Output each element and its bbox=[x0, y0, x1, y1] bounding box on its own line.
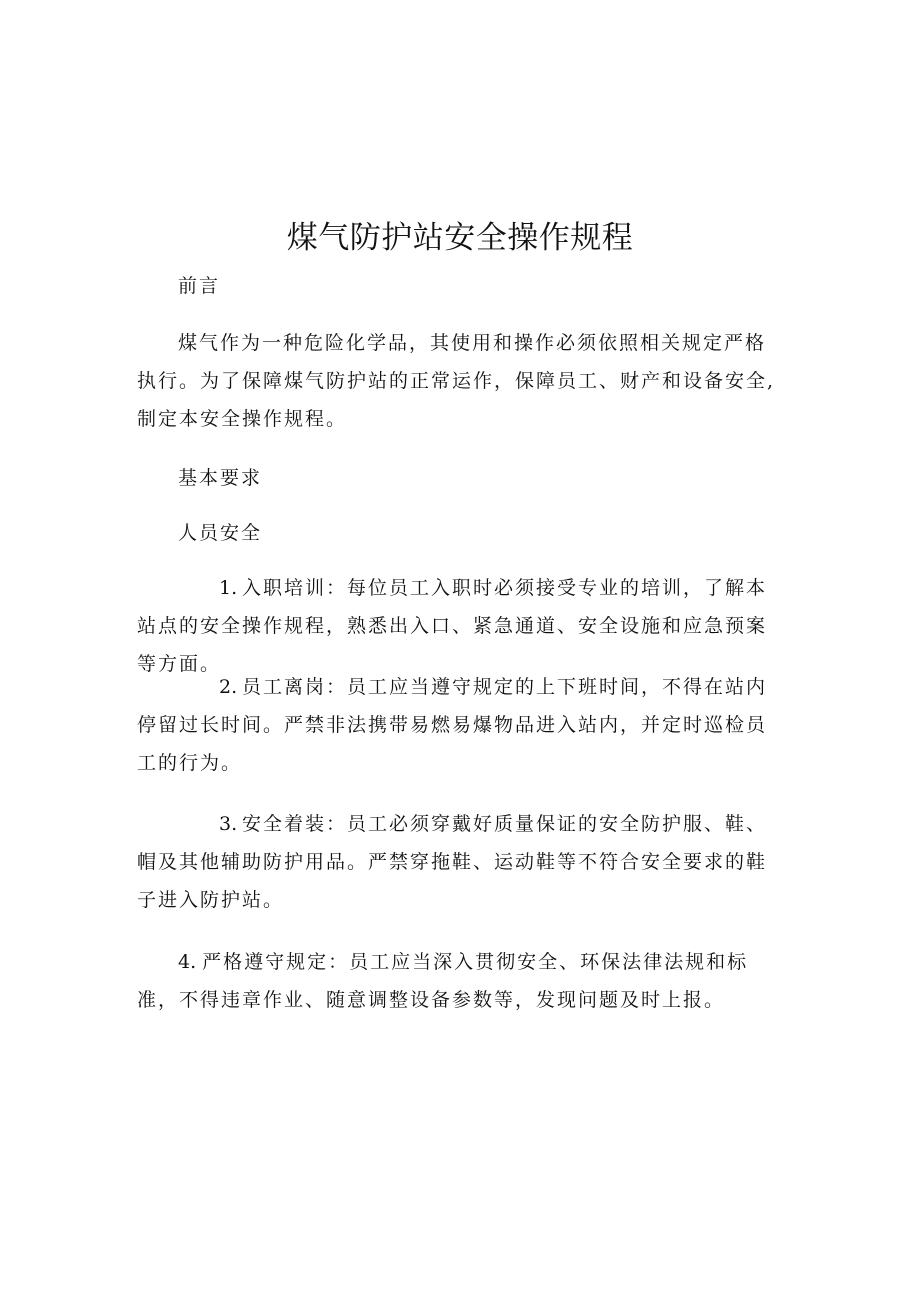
preface-paragraph: 煤气作为一种危险化学品，其使用和操作必须依照相关规定严格执行。为了保障煤气防护站的正常运作，保障员工、财产和设备安全,制定本安全操作规程。 bbox=[137, 332, 776, 430]
list-item-number: 2. bbox=[219, 676, 238, 698]
list-item-number: 3. bbox=[219, 813, 238, 835]
list-item bbox=[137, 805, 785, 919]
list-item-text: 严格遵守规定：员工应当深入贯彻安全、环保法律法规和标准，不得违章作业、随意调整设备参数等，发现问题及时上报。 bbox=[137, 951, 749, 1011]
list-item bbox=[137, 668, 785, 782]
personnel-safety-heading: 人员安全 bbox=[178, 522, 263, 544]
list-item bbox=[137, 569, 785, 683]
list-item-text: 安全着装：员工必须穿戴好质量保证的安全防护服、鞋、帽及其他辅助防护用品。严禁穿拖鞋、运动鞋等不符合安全要求的鞋子进入防护站。 bbox=[137, 813, 768, 911]
basic-requirements-heading: 基本要求 bbox=[178, 467, 263, 489]
list-item-number: 1. bbox=[219, 577, 238, 599]
list-item bbox=[137, 943, 785, 1019]
preface-heading: 前言 bbox=[178, 275, 221, 297]
document-title: 煤气防护站安全操作规程 bbox=[286, 220, 634, 256]
list-item-text: 员工离岗：员工应当遵守规定的上下班时间，不得在站内停留过长时间。严禁非法携带易燃易爆物品进入站内，并定时巡检员工的行为。 bbox=[137, 676, 768, 774]
list-item-number: 4. bbox=[178, 951, 197, 973]
list-item-text: 入职培训：每位员工入职时必须接受专业的培训，了解本站点的安全操作规程，熟悉出入口、紧急通道、安全设施和应急预案等方面。 bbox=[137, 577, 768, 675]
